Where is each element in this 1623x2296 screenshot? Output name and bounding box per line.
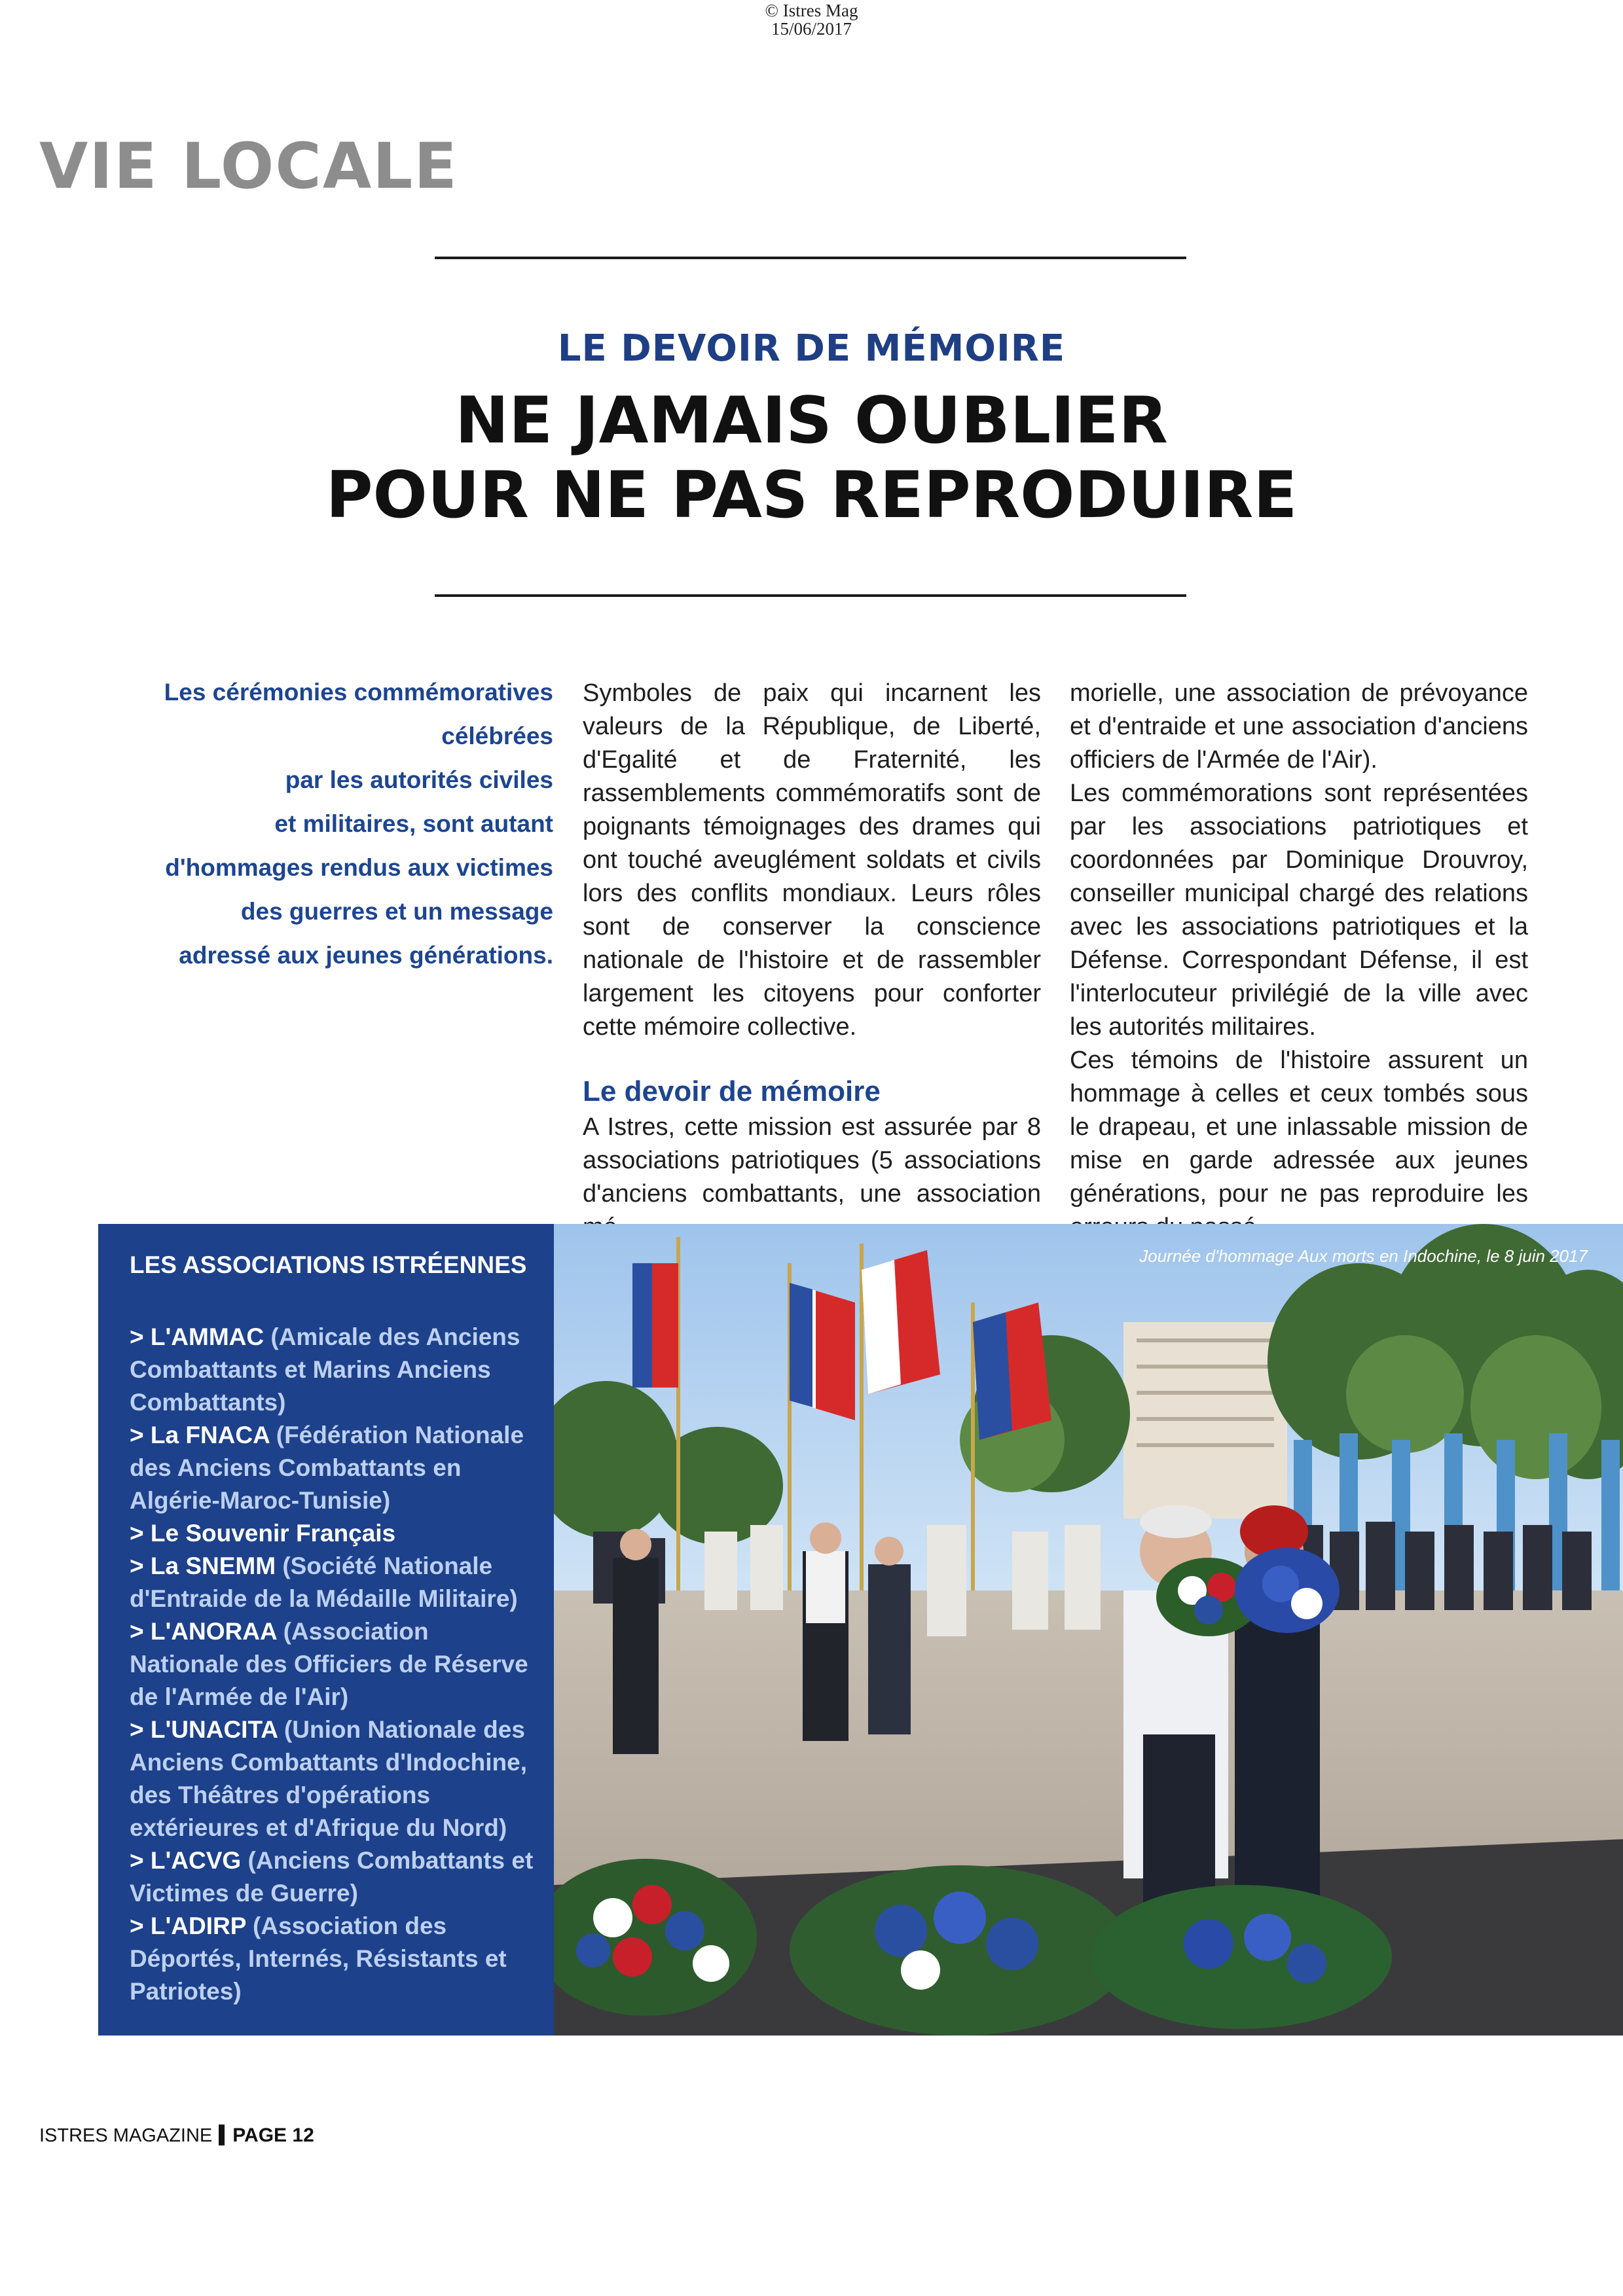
- body-paragraph: Ces témoins de l'histoire assurent un hommage à celles et ceux tombés sous le drapeau, et une inlassable mission de mise en garde adressée aux jeunes générations, pour ne pas reproduire les: [1070, 1047, 1528, 1208]
- association-desc: (Association Nationale des Officiers de Réserve de l'Armée de l'Air): [130, 1618, 528, 1710]
- copyright-notice: [0, 1, 1623, 38]
- body-paragraph: morielle, une association de prévoyance et d'entraide et une association d'anciens officiers de l'Armée de l'Air).: [1070, 679, 1528, 774]
- association-desc: (Fédération Nationale des Anciens Combattants en Algérie-Maroc-Tunisie): [130, 1422, 524, 1514]
- subheading: Le devoir de mémoire: [583, 1075, 881, 1107]
- association-name: > La FNACA: [130, 1422, 270, 1448]
- associations-box: [98, 1224, 554, 2036]
- article-headline: [0, 384, 1623, 533]
- association-name: > L'UNACITA: [130, 1716, 278, 1743]
- association-name: > L'ADIRP: [130, 1912, 246, 1939]
- ceremony-illustration: [554, 1224, 1623, 2036]
- association-item: [130, 1713, 536, 1844]
- article-lead: [79, 670, 553, 977]
- association-desc: (Amicale des Anciens Combattants et Marins Anciens Combattants): [130, 1323, 520, 1416]
- body-column-1: [583, 677, 1041, 1244]
- body-paragraph: Symboles de paix qui incarnent les valeurs de la République, de Liberté, d'Egalité et de Fraternité, les rassemblements commémoratifs sont de poignants témoignages des drames qui ont touché aveuglément soldats et civils lors des conflits mondiaux. Leurs rôles sont de conserver la conscience nationale de l'histoire et de rassembler largement les citoyens pour conforter cette mémoire collective.: [583, 679, 1041, 1041]
- body-paragraph: Les commémorations sont représentées par les associations patriotiques et coordonnées par Dominique Drouvroy, conseiller municipal chargé des relations avec les associations patriotiques et la Défense. Correspondant Défense, il est l'interlocuteur privilégié de la ville avec les autorités militaires.: [1070, 780, 1528, 1041]
- association-desc: (Anciens Combattants et Victimes de Guerre): [130, 1847, 534, 1907]
- lead-line: d'hommages rendus aux victimes: [165, 854, 553, 881]
- associations-title: LES ASSOCIATIONS ISTRÉENNES: [130, 1251, 527, 1278]
- association-item: [130, 1844, 536, 1910]
- magazine-name: ISTRES MAGAZINE: [39, 2125, 213, 2146]
- bottom-divider: [435, 594, 1186, 597]
- page-footer: [39, 2125, 314, 2147]
- association-item: [130, 1910, 536, 2008]
- association-name: > L'ACVG: [130, 1847, 242, 1874]
- association-item: [130, 1615, 536, 1713]
- association-item: [130, 1517, 536, 1550]
- lead-line: des guerres et un message: [240, 898, 553, 925]
- top-divider: [435, 257, 1186, 259]
- lead-line: Les cérémonies commémoratives célébrées: [164, 679, 553, 749]
- association-name: > L'AMMAC: [130, 1323, 264, 1350]
- associations-list: [130, 1321, 536, 2008]
- page-number: PAGE 12: [232, 2125, 314, 2146]
- section-title: VIE LOCALE: [39, 130, 458, 203]
- association-desc: (Société Nationale d'Entraide de la Médaille Militaire): [130, 1552, 518, 1612]
- body-column-2: [1070, 677, 1528, 1244]
- publication-date: 15/06/2017: [771, 19, 852, 39]
- headline-line-2: POUR NE PAS REPRODUIRE: [325, 458, 1298, 533]
- article-kicker: LE DEVOIR DE MÉMOIRE: [557, 327, 1066, 370]
- lead-line: adressé aux jeunes générations.: [179, 942, 553, 969]
- association-name: > L'ANORAA: [130, 1618, 277, 1645]
- association-item: [130, 1419, 536, 1517]
- body-paragraph: A Istres, cette mission est assurée par 8 associations patriotiques (5 associations d'anciens combattants, une association: [583, 1113, 1041, 1208]
- footer-separator: [219, 2125, 225, 2145]
- headline-line-1: NE JAMAIS OUBLIER: [455, 384, 1168, 458]
- association-item: [130, 1321, 536, 1419]
- association-name: > Le Souvenir Français: [130, 1520, 396, 1547]
- lead-line: et militaires, sont autant: [274, 810, 553, 837]
- ceremony-photo: [554, 1224, 1623, 2036]
- association-name: > La SNEMM: [130, 1552, 276, 1579]
- lead-line: par les autorités civiles: [285, 766, 553, 793]
- association-desc: (Union Nationale des Anciens Combattants d'Indochine, des Théâtres d'opérations extérieures et d'Afrique du Nord): [130, 1716, 528, 1841]
- photo-caption: Journée d'hommage Aux morts en Indochine, le 8 juin 2017: [1139, 1246, 1588, 1266]
- association-desc: (Association des Déportés, Internés, Résistants et Patriotes): [130, 1912, 507, 2005]
- copyright-text: © Istres Mag: [765, 1, 858, 20]
- association-item: [130, 1550, 536, 1615]
